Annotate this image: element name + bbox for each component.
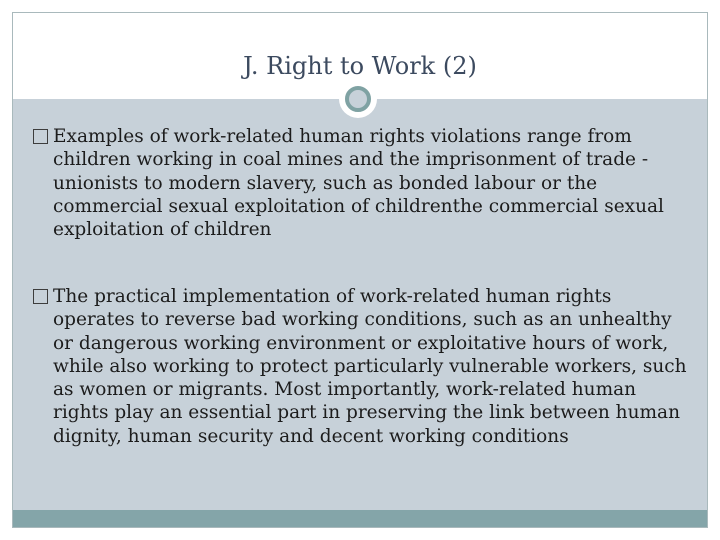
bullet-text: Examples of work-related human rights violations range from children working in coal mines and the imprisonment of trade -unionists to modern slavery, such as bonded labour or the commercial sexual exploitation of childrenthe commercial sexual exploitation of children bbox=[53, 126, 664, 241]
empty-square-icon bbox=[33, 289, 48, 304]
bullet-text: The practical implementation of work-related human rights operates to reverse bad working conditions, such as an unhealthy or dangerous working environment or exploitative hours of work, while also working to protect particularly vulnerable workers, such as women or migrants. Most importantly, work-related human rights play an essential part in preserving the link between human dignity, human security and decent working conditions bbox=[53, 286, 687, 447]
empty-square-icon bbox=[33, 129, 48, 144]
ring-ornament-icon bbox=[339, 80, 377, 118]
bullet-item bbox=[33, 125, 693, 241]
ring-ornament-inner bbox=[345, 86, 371, 112]
bullet-item bbox=[33, 285, 693, 448]
slide-title: J. Right to Work (2) bbox=[243, 52, 477, 80]
footer-bar bbox=[13, 510, 707, 527]
